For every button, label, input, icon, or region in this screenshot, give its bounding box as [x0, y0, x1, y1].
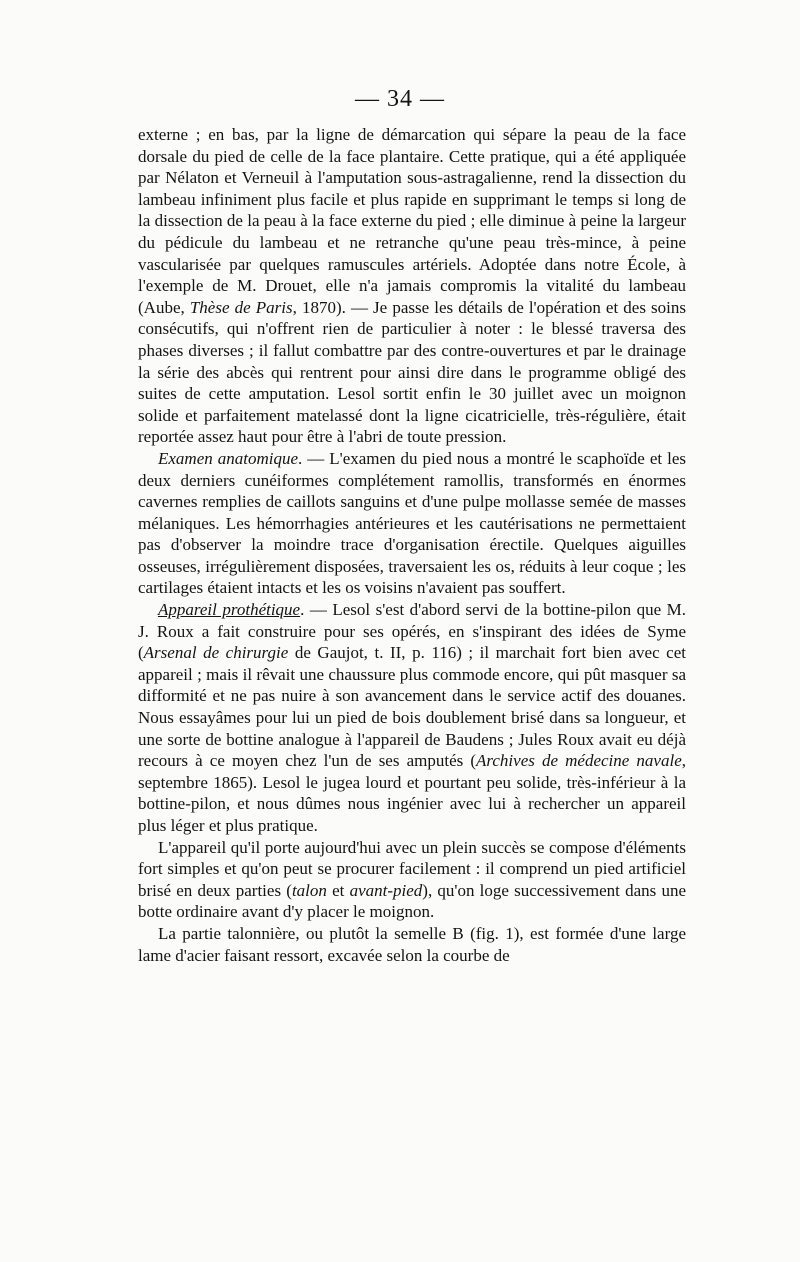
paragraph — [138, 448, 686, 599]
text-run: et — [326, 880, 350, 900]
italic-run: avant-pied — [349, 880, 423, 900]
text-run: de Gaujot, t. II, p. 116) ; il marchait fort bien avec cet appareil ; mais il rêvait une chaussure plus commode encore, qui pût masquer sa difformité et ne pas nuire à son avancement dans le service actif des douanes. Nous essayâmes pour lui un pied de bois doublement brisé dans sa longueur, et une sorte de bottine analogue à l'appareil de Baudens ; Jules Roux avait eu déjà recours à ce moyen chez l'un de ses amputés ( — [138, 643, 686, 771]
text-run: , septembre 1865). Lesol le jugea lourd et pourtant peu solide, très-inférieur à la bottine-pilon, et nous dûmes nous ingénier avec lui à rechercher un appareil plus léger et plus pratique. — [138, 751, 686, 835]
text-run: ), qu'on loge successivement dans une botte ordinaire avant d'y placer le moignon. — [138, 880, 686, 922]
text-run: , 1870). — Je passe les détails de l'opération et des soins consécutifs, qui n'offrent rien de particulier à noter : le blessé traversa des phases diverses ; il fallut combattre par des contre-ouvertures et par le drainage la série des abcès qui rentrent pour ainsi dire dans le programme obligé des suites de cette amputation. Lesol sortit enfin le 30 juillet avec un moignon solide et parfaitement matelassé dont la ligne cicatricielle, très-régulière, était reportée assez haut pour être à l'abri de toute pression. — [138, 297, 687, 447]
italic-run: Archives de médecine navale — [476, 751, 682, 771]
text-run: . — L'examen du pied nous a montré le scaphoïde et les deux derniers cunéiformes complétement ramollis, transformés en énormes cavernes remplies de caillots sanguins et d'une pulpe mollasse semée de masses mélaniques. Les hémorrhagies antérieures et les cautérisations ne permettaient pas d'observer la moindre trace d'organisation érectile. Quelques aiguilles osseuses, irrégulièrement disposées, traversaient les os, réduits à leur coque ; les cartilages étaient intacts et les os voisins n'avaient pas souffert. — [138, 448, 686, 598]
body-text — [138, 124, 686, 966]
italic-run: Examen anatomique — [158, 448, 299, 468]
italic-run: talon — [291, 880, 327, 900]
page-number: — 34 — — [355, 86, 445, 112]
italic-run: Thèse de Paris — [189, 297, 293, 317]
paragraph — [138, 124, 686, 448]
paragraph — [138, 599, 686, 837]
text-run: L'appareil qu'il porte aujourd'hui avec un plein succès se compose d'éléments fort simples et qu'on peut se procurer facilement : il comprend un pied artificiel brisé en deux parties ( — [138, 837, 686, 900]
paragraph — [138, 923, 686, 966]
paragraph — [138, 837, 686, 923]
italic-run: Arsenal de chirurgie — [143, 643, 289, 663]
text-run: La partie talonnière, ou plutôt la semelle B (fig. 1), est formée d'une large lame d'acier faisant ressort, excavée selon la courbe de — [138, 923, 686, 965]
text-run: . — Lesol s'est d'abord servi de la bottine-pilon que M. J. Roux a fait construire pour ses opérés, en s'inspirant des idées de Syme ( — [138, 600, 686, 663]
text-run: externe ; en bas, par la ligne de démarcation qui sépare la peau de la face dorsale du pied de celle de la face plantaire. Cette pratique, qui a été appliquée par Nélaton et Verneuil à l'amputation sous-astragalienne, rend la dissection du lambeau infiniment plus facile et plus rapide en supprimant le temps si long de la dissection de la peau à la face externe du pied ; elle diminue à peine la largeur du pédicule du lambeau et ne retranche qu'une peau très-mince, à peine vascularisée par quelques ramuscules artériels. Adoptée dans notre École, à l'exemple de M. Drouet, elle n'a jamais compromis la vitalité du lambeau (Aube, — [138, 125, 686, 317]
italic-run: Appareil prothétique — [158, 600, 301, 620]
